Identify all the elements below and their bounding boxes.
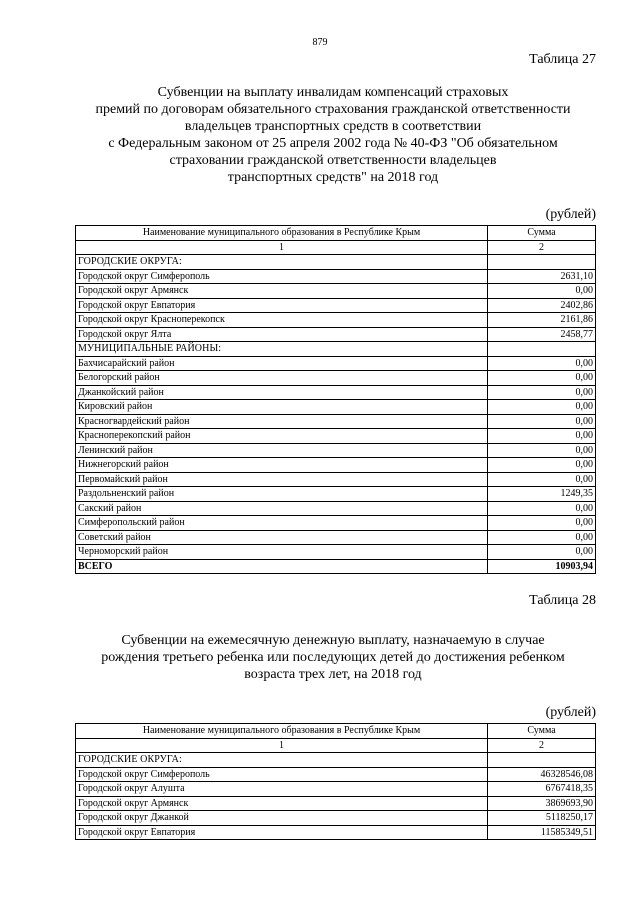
row-value: 1249,35 [488, 487, 596, 502]
table-row [76, 400, 596, 415]
row-name: Нижнегорский район [76, 458, 488, 473]
row-name: ГОРОДСКИЕ ОКРУГА: [76, 753, 488, 768]
row-name: Джанкойский район [76, 385, 488, 400]
table-row [76, 825, 596, 840]
row-value: 0,00 [488, 400, 596, 415]
table-row [76, 487, 596, 502]
table-row [76, 385, 596, 400]
row-name: Городской округ Симферополь [76, 269, 488, 284]
column-number-2: 2 [488, 738, 596, 753]
title-line: владельцев транспортных средств в соответствии [184, 119, 482, 134]
table-row [76, 443, 596, 458]
title-line: рождения третьего ребенка или последующих детей до достижения ребенком [101, 650, 565, 665]
row-value: 0,00 [488, 356, 596, 371]
table-row [76, 796, 596, 811]
row-value [488, 255, 596, 270]
column-header-sum: Сумма [488, 724, 596, 739]
row-value: 5118250,17 [488, 811, 596, 826]
row-value: 0,00 [488, 385, 596, 400]
column-number-1: 1 [76, 240, 488, 255]
table-header-row [76, 226, 596, 241]
table-row [76, 327, 596, 342]
table-header-row [76, 724, 596, 739]
table-column-number-row [76, 738, 596, 753]
table-row [76, 472, 596, 487]
title-line: транспортных средств" на 2018 год [227, 170, 439, 185]
table-total-row [76, 559, 596, 574]
row-name: Красноперекопский район [76, 429, 488, 444]
row-value: 0,00 [488, 371, 596, 386]
table-row [76, 284, 596, 299]
row-value: 0,00 [488, 414, 596, 429]
table-row [76, 414, 596, 429]
table-row [76, 767, 596, 782]
row-name: Советский район [76, 530, 488, 545]
table-row [76, 429, 596, 444]
table-27-unit: (рублей) [545, 207, 596, 222]
table-27-title [60, 84, 606, 186]
column-header-sum: Сумма [488, 226, 596, 241]
table-column-number-row [76, 240, 596, 255]
table-row [76, 545, 596, 560]
table-row [76, 753, 596, 768]
row-name: МУНИЦИПАЛЬНЫЕ РАЙОНЫ: [76, 342, 488, 357]
table-row [76, 255, 596, 270]
column-number-2: 2 [488, 240, 596, 255]
row-value: 0,00 [488, 443, 596, 458]
row-value: 0,00 [488, 472, 596, 487]
table-28-title [60, 632, 606, 683]
table-row [76, 811, 596, 826]
row-value: 0,00 [488, 501, 596, 516]
row-value: 0,00 [488, 545, 596, 560]
row-name: Красногвардейский район [76, 414, 488, 429]
table-row [76, 782, 596, 797]
table-row [76, 516, 596, 531]
row-value: 0,00 [488, 530, 596, 545]
row-name: Ленинский район [76, 443, 488, 458]
row-value: 0,00 [488, 284, 596, 299]
row-name: Раздольненский район [76, 487, 488, 502]
row-value: 0,00 [488, 516, 596, 531]
row-value: 2631,10 [488, 269, 596, 284]
row-name: Белогорский район [76, 371, 488, 386]
row-value: 3869693,90 [488, 796, 596, 811]
row-name: Городской округ Евпатория [76, 298, 488, 313]
row-name: Городской округ Джанкой [76, 811, 488, 826]
row-name: Черноморский район [76, 545, 488, 560]
table-row [76, 356, 596, 371]
table-row [76, 269, 596, 284]
row-value [488, 753, 596, 768]
row-value: 46328546,08 [488, 767, 596, 782]
title-line: с Федеральным законом от 25 апреля 2002 года № 40-ФЗ "Об обязательном [108, 136, 558, 151]
table-row [76, 313, 596, 328]
page-number: 879 [312, 37, 328, 48]
row-value: 2402,86 [488, 298, 596, 313]
row-name: ГОРОДСКИЕ ОКРУГА: [76, 255, 488, 270]
row-value: 2161,86 [488, 313, 596, 328]
row-value: 6767418,35 [488, 782, 596, 797]
row-name: Городской округ Красноперекопск [76, 313, 488, 328]
title-line: премий по договорам обязательного страхования гражданской ответственности [95, 102, 571, 117]
table-27-label: Таблица 27 [529, 52, 596, 67]
row-value [488, 342, 596, 357]
title-line: Субвенции на ежемесячную денежную выплату, назначаемую в случае [121, 633, 545, 648]
table-row [76, 530, 596, 545]
row-name: Городской округ Ялта [76, 327, 488, 342]
table-28 [75, 723, 596, 840]
row-name: Первомайский район [76, 472, 488, 487]
table-row [76, 371, 596, 386]
column-header-name: Наименование муниципального образования в Республике Крым [76, 226, 488, 241]
table-row [76, 458, 596, 473]
row-name: Симферопольский район [76, 516, 488, 531]
row-value: 11585349,51 [488, 825, 596, 840]
row-value: 0,00 [488, 429, 596, 444]
table-row [76, 342, 596, 357]
row-name: Городской округ Армянск [76, 796, 488, 811]
column-number-1: 1 [76, 738, 488, 753]
row-name: Сакский район [76, 501, 488, 516]
column-header-name: Наименование муниципального образования в Республике Крым [76, 724, 488, 739]
row-name: Кировский район [76, 400, 488, 415]
title-line: возраста трех лет, на 2018 год [244, 667, 422, 682]
title-line: страховании гражданской ответственности владельцев [169, 153, 497, 168]
table-28-label: Таблица 28 [529, 593, 596, 608]
row-value: 2458,77 [488, 327, 596, 342]
title-line: Субвенции на выплату инвалидам компенсаций страховых [157, 85, 509, 100]
table-27 [75, 225, 596, 574]
row-name: Бахчисарайский район [76, 356, 488, 371]
row-name: Городской округ Алушта [76, 782, 488, 797]
row-name: Городской округ Евпатория [76, 825, 488, 840]
row-name: Городской округ Симферополь [76, 767, 488, 782]
total-label: ВСЕГО [76, 559, 488, 574]
table-28-unit: (рублей) [545, 705, 596, 720]
table-row [76, 298, 596, 313]
total-value: 10903,94 [488, 559, 596, 574]
row-name: Городской округ Армянск [76, 284, 488, 299]
row-value: 0,00 [488, 458, 596, 473]
table-row [76, 501, 596, 516]
